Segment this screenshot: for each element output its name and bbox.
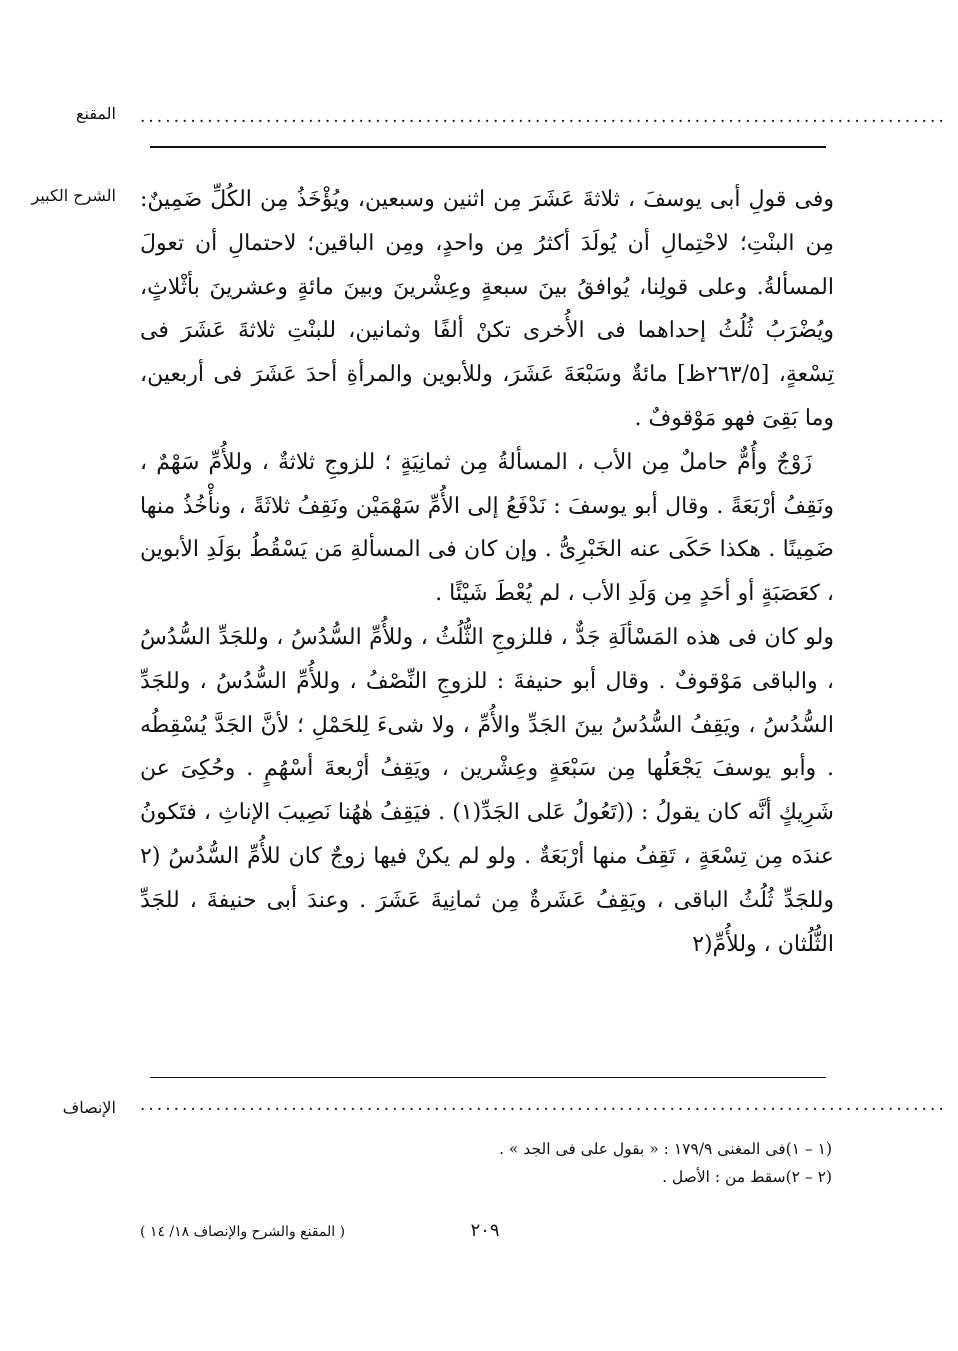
page-number: ٢٠٩ (470, 1220, 500, 1241)
footnote-2: (٢ – ٢)سقط من : الأصل . (662, 1168, 832, 1186)
main-text (140, 178, 834, 966)
insaf-dots: ................................................................................................ (140, 1095, 947, 1115)
paragraph: زَوْجٌ وأُمٌّ حاملٌ مِن الأب ، المسألةُ مِن ثمانِيَةٍ ؛ للزوجِ ثلاثةٌ ، وللأُمِّ سَهْمٌ ، ونَقِفُ أرْبَعَةً . وقال أبو يوسفَ : نَدْفَعُ إلى الأُمِّ سَهْمَيْن ونَقِفُ ثلاثَةً ، ونأْخُذُ منها ضَمِينًا . هكذا حَكَى عنه الخَبْرِىُّ . وإن كان فى المسألةِ مَن يَسْقُطُ بوَلَدِ الأبوين ، كعَصَبَةٍ أو أحَدٍ مِن وَلَدِ الأب ، لم يُعْطَ شَيْئًا . (140, 449, 834, 607)
insaf-rule (150, 1077, 826, 1078)
paragraph: وفى قولِ أبى يوسفَ ، ثلاثةَ عَشَرَ مِن اثنين وسبعين، ويُؤْخَذُ مِن الكُلِّ ضَمِينٌ: مِن البنْتِ؛ لاحْتِمالِ أن يُولَدَ أكثرُ مِن واحدٍ، ومِن الباقين؛ لاحتمالِ أن تعولَ المسألةُ. وعلى قولِنا، يُوافقُ بينَ سبعةٍ وعِشْرينَ وبينَ مائةٍ وعشرينَ بأثْلاثٍ، ويُضْرَبُ ثُلُثُ إحداهما فى الأُخرى تكنْ ألفًا وثمانين، للبنْتِ ثلاثةَ عَشَرَ فى تِسْعةٍ، [٢٦٣/٥ظ] مائةٌ وسَبْعَةَ عَشَرَ، وللأبوين والمرأةِ أحدَ عَشَرَ فى أربعين، وما بَقِىَ فهو مَوْقوفٌ . (140, 187, 834, 431)
header-side-label: المقنع (75, 104, 116, 123)
paragraph: ولو كان فى هذه المَسْألَةِ جَدٌّ ، فللزوجِ الثُّلُثُ ، وللأُمِّ السُّدُسُ ، وللجَدِّ السُّدُسُ ، والباقى مَوْقوفٌ . وقال أبو حنيفةَ : للزوجِ النِّصْفُ ، وللأُمِّ السُّدُسُ ، وللجَدِّ السُّدُسُ ، ويَقِفُ السُّدُسُ بينَ الجَدِّ والأُمِّ ، ولا شىءَ لِلحَمْلِ ؛ لأنَّ الجَدَّ يُسْقِطُه . وأبو يوسفَ يَجْعَلُها مِن سَبْعَةٍ وعِشْرين ، ويَقِفُ أرْبعةَ أسْهُمٍ . وحُكِىَ عن شَرِيكٍ أنَّه كان يقولُ : ((تَعُولُ عَلى الجَدِّ(١) . فيَقِفُ هٰهُنا نَصِيبَ الإناثِ ، فتَكونُ عندَه مِن تِسْعَةٍ ، تَقِفُ منها أرْبَعَةٌ . ولو لم يكنْ فيها زوجٌ كان للأُمِّ السُّدُسُ (٢ وللجَدِّ ثُلُثُ الباقى ، ويَقِفُ عَشَرةٌ مِن ثمانِيةَ عَشَرَ . وعندَ أبى حنيفةَ ، للجَدِّ الثُّلُثان ، وللأُمِّ(٢ (140, 624, 834, 957)
header-dots: ................................................................................................ (140, 107, 947, 127)
page-reference: ( المقنع والشرح والإنصاف ١٨/ ١٤ ) (140, 1224, 346, 1240)
sharh-side-label: الشرح الكبير (31, 186, 116, 205)
insaf-side-label: الإنصاف (62, 1098, 116, 1117)
header-rule (150, 146, 826, 148)
footnote-1: (١ – ١)فى المغنى ١٧٩/٩ : « بقول على فى الجد » . (499, 1140, 832, 1158)
